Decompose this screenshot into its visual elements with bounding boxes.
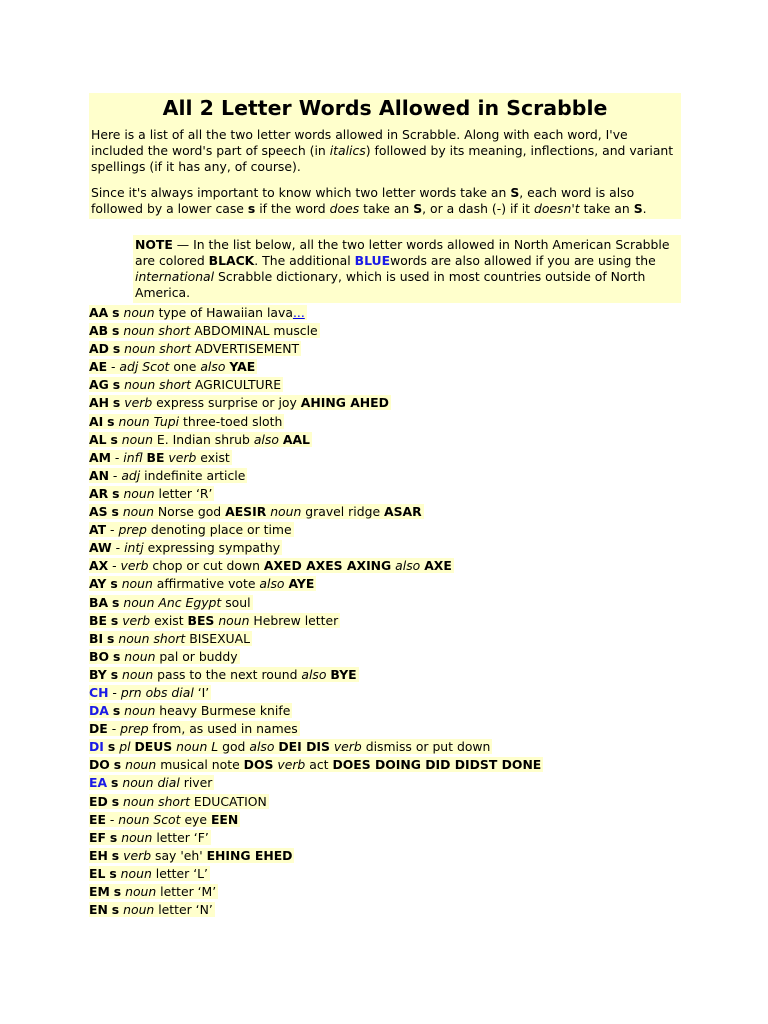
bold-text: AYE (288, 576, 315, 592)
entry-highlight (89, 721, 300, 736)
intro-paragraph-2 (91, 185, 679, 217)
text-run: AGRICULTURE (190, 377, 282, 393)
word-entry (89, 883, 681, 901)
entry-highlight (89, 576, 316, 591)
entry-highlight (89, 902, 215, 917)
bold-text: AA (89, 305, 109, 320)
italic-text: noun (120, 865, 152, 881)
italic-text: noun Anc Egypt (123, 594, 222, 610)
text-run: from, as used in names (148, 721, 298, 737)
text-run: letter ‘R’ (154, 485, 213, 501)
italic-text: noun (123, 485, 155, 501)
text-run: , or a dash (-) if it (422, 201, 534, 216)
word-entry (89, 322, 681, 340)
text-run: - (108, 684, 121, 700)
bold-text: s (107, 413, 115, 429)
entry-highlight (89, 685, 211, 700)
bold-text: s (112, 648, 121, 664)
text-run: one (169, 359, 201, 375)
bold-text: BO (89, 648, 109, 664)
entry-highlight (89, 504, 424, 519)
italic-text: noun dial (122, 775, 180, 791)
bold-text: YAE (229, 359, 256, 375)
entry-highlight (89, 595, 253, 610)
bold-text: s (112, 377, 121, 393)
text-run: BISEXUAL (185, 630, 251, 646)
text-run: pass to the next round (153, 666, 302, 682)
entry-highlight (89, 884, 218, 899)
italic-text: international (135, 269, 215, 284)
entry-highlight (89, 631, 252, 646)
word-entry (89, 431, 681, 449)
italic-text: prn obs dial (120, 684, 194, 700)
bold-text: DE (89, 721, 108, 737)
text-run: - (105, 811, 119, 827)
bold-text: AHING AHED (300, 395, 389, 411)
bold-text: EF (89, 829, 106, 845)
bold-text: s (109, 829, 118, 845)
bold-text: AW (89, 540, 112, 556)
text-run: Norse god (153, 504, 226, 520)
bold-text: BA (89, 594, 109, 610)
entry-highlight (89, 812, 240, 827)
bold-text: s (110, 612, 119, 628)
note-box (133, 235, 681, 303)
text-run: - (108, 467, 122, 483)
word-entry (89, 793, 681, 811)
word-entry (89, 413, 681, 431)
text-run: god (218, 739, 250, 755)
word-entry (89, 648, 681, 666)
document (89, 93, 681, 919)
word-entry (89, 449, 681, 467)
bold-text: BE (89, 612, 107, 628)
italic-text: also (253, 431, 279, 447)
bold-text: DOS (243, 757, 274, 773)
bold-text: AL (89, 431, 107, 447)
text-run: , each word is also followed by a lower case (91, 185, 635, 216)
entry-highlight (89, 830, 211, 845)
entry-highlight (89, 305, 307, 320)
italic-text: prep (120, 721, 149, 737)
italic-text: noun Tupi (118, 413, 180, 429)
italic-text: noun (124, 703, 156, 719)
bold-text: DEUS (134, 739, 173, 755)
text-run: soul (221, 594, 251, 610)
italic-text: noun short (124, 341, 192, 357)
bold-text: AG (89, 377, 109, 393)
word-entry (89, 901, 681, 919)
text-run: take an (359, 201, 414, 216)
entry-highlight (89, 848, 294, 863)
entry-highlight (89, 558, 454, 573)
bold-text: s (111, 504, 119, 520)
italic-text: noun short (123, 323, 191, 339)
bold-text: s (111, 793, 120, 809)
italic-text: noun Scot (118, 811, 181, 827)
word-entry (89, 865, 681, 883)
bold-text: s (112, 485, 120, 501)
bold-text: AXE (424, 558, 452, 574)
text-run: EDUCATION (189, 793, 267, 809)
bold-text: s (107, 630, 115, 646)
text-run: - (111, 540, 125, 556)
italic-text: verb (122, 612, 151, 628)
bold-text: EHING EHED (206, 847, 293, 863)
word-entry (89, 756, 681, 774)
entry-highlight (89, 613, 340, 628)
bold-text: ASAR (384, 504, 422, 520)
bold-text: AH (89, 395, 109, 411)
bold-text: EL (89, 865, 106, 881)
italic-text: noun (124, 648, 156, 664)
bold-text: s (111, 902, 120, 918)
word-entry (89, 521, 681, 539)
text-run: letter ‘F’ (152, 829, 209, 845)
text-run: river (179, 775, 213, 791)
text-run: type of Hawaiian lava (154, 305, 293, 320)
word-entry (89, 304, 681, 322)
text-run: dismiss or put down (361, 739, 491, 755)
bold-text: DEI DIS (278, 739, 330, 755)
italic-text: noun (123, 902, 155, 918)
italic-text: pl (119, 739, 131, 755)
word-list (89, 304, 681, 919)
italic-text: noun short (124, 377, 191, 393)
entry-highlight (89, 450, 232, 465)
text-run: - (107, 359, 120, 375)
italic-text: also (259, 576, 285, 592)
bold-text: s (247, 201, 256, 216)
text-run: take an (579, 201, 634, 216)
italic-text: verb (277, 757, 306, 773)
text-run: ABDOMINAL muscle (190, 323, 318, 339)
italic-text: noun short (123, 793, 190, 809)
bold-text: s (111, 847, 120, 863)
word-entry (89, 557, 681, 575)
bold-text: EN (89, 902, 108, 918)
word-entry (89, 847, 681, 865)
italic-text: verb (333, 739, 362, 755)
text-run: if the word (255, 201, 330, 216)
entry-highlight (89, 540, 282, 555)
bold-text: BLACK (208, 253, 255, 268)
bold-text: s (112, 323, 120, 339)
italic-text: italics (329, 143, 366, 158)
word-entry (89, 630, 681, 648)
italic-text: noun L (176, 739, 219, 755)
text-run: Since it's always important to know which two letter words take an (91, 185, 511, 200)
word-entry (89, 774, 681, 792)
word-entry (89, 503, 681, 521)
text-run: pal or buddy (155, 648, 238, 664)
international-word: DI (89, 739, 104, 755)
bold-text: AB (89, 323, 109, 339)
bold-text: s (110, 431, 118, 447)
italic-text: also (249, 739, 275, 755)
bold-text: s (112, 703, 121, 719)
bold-text: BE (146, 449, 165, 465)
entry-highlight (89, 359, 257, 374)
bold-text: AS (89, 504, 108, 520)
text-run: . The additional (254, 253, 355, 268)
text-run: expressing sympathy (143, 540, 281, 556)
text-run: say 'eh' (151, 847, 207, 863)
word-entry (89, 738, 681, 756)
entry-highlight (89, 414, 284, 429)
bold-text: s (112, 395, 121, 411)
bold-text: ED (89, 793, 108, 809)
bold-text: s (109, 865, 117, 881)
text-run: - (108, 558, 121, 574)
bold-text: s (110, 666, 119, 682)
word-entry (89, 702, 681, 720)
word-entry (89, 684, 681, 702)
italic-text: also (301, 666, 327, 682)
italic-text: adj (121, 467, 141, 483)
italic-text: noun (121, 829, 153, 845)
text-run: E. Indian shrub (152, 431, 254, 447)
page-title: All 2 Letter Words Allowed in Scrabble (162, 96, 608, 120)
italic-text: noun (122, 504, 154, 520)
bold-text: EH (89, 847, 108, 863)
more-link[interactable]: ... (292, 305, 305, 320)
bold-text: s (112, 341, 121, 357)
italic-text: verb (168, 449, 197, 465)
entry-highlight (89, 667, 359, 682)
word-entry (89, 575, 681, 593)
bold-text: AY (89, 576, 107, 592)
italic-text: also (395, 558, 421, 574)
italic-text: adj Scot (119, 359, 170, 375)
italic-text: verb (120, 558, 149, 574)
text-run: Hebrew letter (249, 612, 339, 628)
text-run: ‘I’ (193, 684, 210, 700)
bold-text: AX (89, 558, 109, 574)
text-run: - (106, 522, 119, 538)
international-word: EA (89, 775, 108, 791)
bold-text: s (107, 739, 116, 755)
bold-text: s (113, 884, 122, 899)
italic-text: also (200, 359, 226, 375)
international-word: CH (89, 684, 109, 700)
entry-highlight (89, 649, 240, 664)
text-run: - (107, 721, 121, 737)
italic-text: noun (218, 612, 250, 628)
text-run: letter ‘M’ (156, 884, 217, 899)
text-run: eye (180, 811, 211, 827)
bold-text: s (111, 775, 119, 791)
italic-text: intj (124, 540, 144, 556)
text-run: three-toed sloth (179, 413, 283, 429)
italic-text: does (329, 201, 360, 216)
italic-text: noun (125, 757, 157, 773)
word-entry (89, 340, 681, 358)
bold-text: AT (89, 522, 107, 538)
bold-text: AI (89, 413, 104, 429)
word-entry (89, 485, 681, 503)
bold-text: S (633, 201, 643, 216)
entry-highlight (89, 341, 301, 356)
text-run: indefinite article (140, 467, 246, 483)
text-run: ADVERTISEMENT (191, 341, 300, 357)
bold-text: BY (89, 666, 107, 682)
text-run: gravel ridge (301, 504, 385, 520)
text-run: Here is a list of all the two letter words allowed in Scrabble. Along with each word, I've included the word's part of speech (in (91, 127, 628, 158)
text-run: denoting place or time (146, 522, 292, 538)
word-entry (89, 394, 681, 412)
italic-text: prep (118, 522, 147, 538)
bold-text: EE (89, 811, 106, 827)
bold-text: EEN (210, 811, 239, 827)
word-entry (89, 594, 681, 612)
bold-text: AM (89, 449, 111, 465)
entry-highlight (89, 794, 269, 809)
word-entry (89, 612, 681, 630)
entry-highlight (89, 775, 214, 790)
text-run: ) followed by its meaning, inflections, and variant spellings (if it has any, of course). (91, 143, 674, 174)
bold-text: s (113, 757, 122, 773)
entry-highlight (89, 432, 312, 447)
bold-text: S (413, 201, 423, 216)
text-run: letter ‘L’ (151, 865, 208, 881)
bold-text: AD (89, 341, 109, 357)
italic-text: verb (123, 847, 152, 863)
bold-text: AXED AXES AXING (263, 558, 392, 574)
word-entry (89, 358, 681, 376)
international-word: BLUE (354, 253, 391, 268)
entry-highlight (89, 377, 283, 392)
text-run: words are also allowed if you are using the (390, 253, 656, 268)
text-run: act (305, 757, 333, 773)
word-entry (89, 666, 681, 684)
entry-highlight (89, 522, 294, 537)
text-run: letter ‘N’ (154, 902, 213, 918)
bold-text: AN (89, 467, 109, 483)
international-word: DA (89, 703, 109, 719)
text-run: — In the list below, all the two letter words allowed in North American Scrabble are colored (135, 237, 670, 268)
text-run: Scrabble dictionary, which is used in most countries outside of North America. (135, 269, 646, 300)
bold-text: AE (89, 359, 108, 375)
bold-text: NOTE (135, 237, 173, 252)
bold-text: BYE (330, 666, 357, 682)
bold-text: BI (89, 630, 104, 646)
text-run: - (110, 449, 124, 465)
italic-text: noun (122, 666, 154, 682)
bold-text: s (112, 594, 120, 610)
entry-highlight (89, 486, 214, 501)
intro-box (89, 93, 681, 219)
italic-text: verb (124, 395, 153, 411)
text-run: heavy Burmese knife (155, 703, 291, 719)
word-entry (89, 811, 681, 829)
text-run: exist (196, 449, 230, 465)
text-run: chop or cut down (148, 558, 264, 574)
italic-text: noun (121, 431, 153, 447)
bold-text: S (510, 185, 520, 200)
italic-text: noun (125, 884, 157, 899)
word-entry (89, 376, 681, 394)
bold-text: DOES DOING DID DIDST DONE (332, 757, 542, 773)
entry-highlight (89, 703, 292, 718)
text-run: exist (150, 612, 188, 628)
entry-highlight (89, 866, 210, 881)
italic-text: doesn't (533, 201, 580, 216)
italic-text: noun short (118, 630, 186, 646)
italic-text: infl (123, 449, 143, 465)
bold-text: AESIR (225, 504, 267, 520)
intro-paragraph-1 (91, 127, 679, 175)
text-run: affirmative vote (152, 576, 260, 592)
bold-text: DO (89, 757, 110, 773)
entry-highlight (89, 468, 247, 483)
bold-text: BES (187, 612, 215, 628)
entry-highlight (89, 739, 492, 754)
text-run: musical note (156, 757, 244, 773)
word-entry (89, 720, 681, 738)
bold-text: s (112, 305, 120, 320)
word-entry (89, 467, 681, 485)
bold-text: AAL (282, 431, 310, 447)
italic-text: noun (123, 305, 155, 320)
bold-text: EM (89, 884, 110, 899)
word-entry (89, 829, 681, 847)
text-run: . (642, 201, 647, 216)
bold-text: s (110, 576, 118, 592)
bold-text: AR (89, 485, 109, 501)
italic-text: noun (270, 504, 302, 520)
italic-text: noun (121, 576, 153, 592)
word-entry (89, 539, 681, 557)
entry-highlight (89, 323, 320, 338)
entry-highlight (89, 395, 391, 410)
text-run: express surprise or joy (152, 395, 301, 411)
entry-highlight (89, 757, 543, 772)
